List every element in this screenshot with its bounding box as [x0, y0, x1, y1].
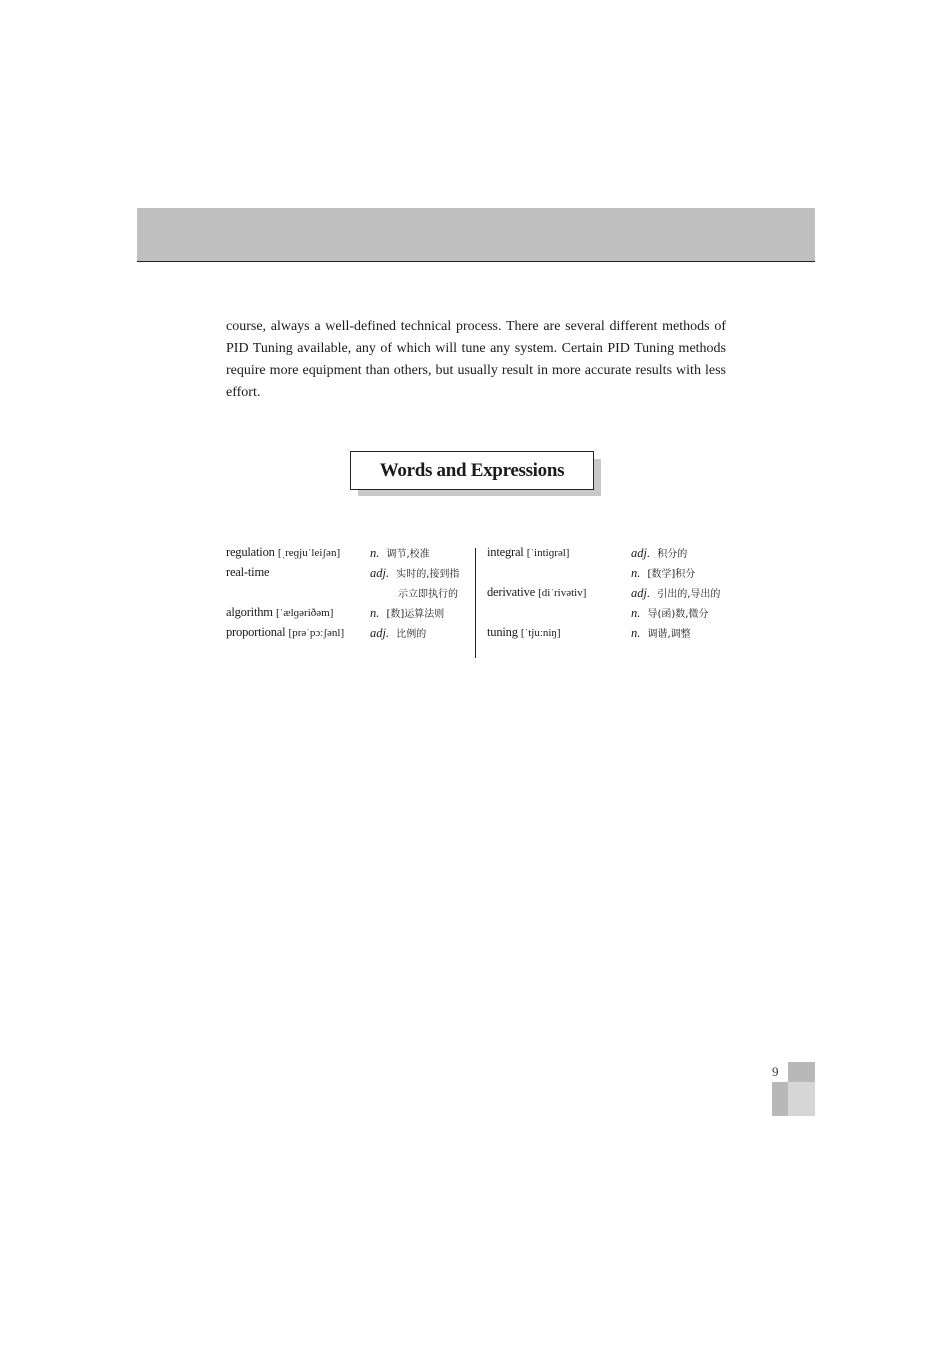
vocab-entry	[226, 565, 269, 580]
vocab-phonetic: [ˈintiɡrəl]	[526, 547, 570, 559]
corner-decoration	[788, 1082, 815, 1116]
vocab-pos: adj.	[370, 626, 390, 640]
vocab-word: proportional	[226, 625, 286, 639]
vocab-entry	[487, 585, 586, 600]
vocab-definition	[370, 625, 426, 641]
vocab-gloss: 比例的	[396, 629, 427, 640]
vocab-phonetic: [diˈrivətiv]	[538, 587, 587, 599]
vocab-pos: adj.	[631, 586, 651, 600]
vocab-gloss: 示立即执行的	[398, 589, 458, 600]
vocab-pos: n.	[631, 566, 641, 580]
vocab-phonetic: [ˌreɡjuˈleiʃən]	[277, 547, 341, 559]
vocab-pos: adj.	[631, 546, 651, 560]
page-number: 9	[772, 1064, 779, 1079]
vocab-word: tuning	[487, 625, 518, 639]
corner-decoration	[772, 1082, 788, 1116]
vocab-gloss: 引出的,导出的	[657, 589, 721, 600]
vocab-definition-continued	[398, 585, 458, 601]
vocab-gloss: 积分的	[657, 549, 688, 560]
vocab-definition	[631, 605, 708, 621]
vocab-entry	[226, 625, 344, 640]
section-title: Words and Expressions	[350, 451, 594, 490]
vocab-phonetic: [prəˈpɔːʃənl]	[288, 627, 345, 639]
corner-decoration	[788, 1062, 815, 1082]
vocab-pos: n.	[631, 626, 641, 640]
vocab-entry	[226, 545, 340, 560]
vocab-phonetic: [ˈælɡəriðəm]	[275, 607, 334, 619]
vocab-definition	[631, 585, 720, 601]
vocab-pos: n.	[370, 546, 380, 560]
vocab-gloss: [数]运算法则	[386, 609, 445, 620]
column-divider	[475, 548, 476, 658]
vocab-phonetic: [ˈtjuːniŋ]	[520, 627, 561, 639]
body-paragraph: course, always a well-defined technical process. There are several different methods of PID Tuning available, any of which will tune any system. Certain PID Tuning methods require more equipment than others, but usually result in more accurate results with less effort.	[226, 319, 726, 400]
vocab-entry	[487, 545, 569, 560]
vocab-word: integral	[487, 545, 524, 559]
vocab-word: regulation	[226, 545, 275, 559]
vocab-pos: n.	[631, 606, 641, 620]
vocab-pos: adj.	[370, 566, 390, 580]
vocab-gloss: 导(函)数,微分	[647, 609, 709, 620]
chapter-header-band	[137, 208, 815, 262]
vocab-definition	[370, 605, 444, 621]
vocab-word: algorithm	[226, 605, 273, 619]
vocab-word: derivative	[487, 585, 535, 599]
vocab-word: real-time	[226, 565, 270, 579]
vocab-gloss: 实时的,接到指	[396, 569, 460, 580]
vocab-gloss: 调节,校准	[386, 549, 430, 560]
vocab-entry	[226, 605, 333, 620]
vocabulary-table	[226, 545, 736, 661]
vocab-definition	[370, 545, 430, 561]
vocab-definition	[631, 625, 691, 641]
vocab-definition	[631, 565, 695, 581]
vocab-gloss: 调谐,调整	[647, 629, 691, 640]
vocab-gloss: [数学]积分	[647, 569, 696, 580]
vocab-entry	[487, 625, 561, 640]
vocab-definition	[370, 565, 459, 581]
vocab-definition	[631, 545, 687, 561]
vocab-pos: n.	[370, 606, 380, 620]
